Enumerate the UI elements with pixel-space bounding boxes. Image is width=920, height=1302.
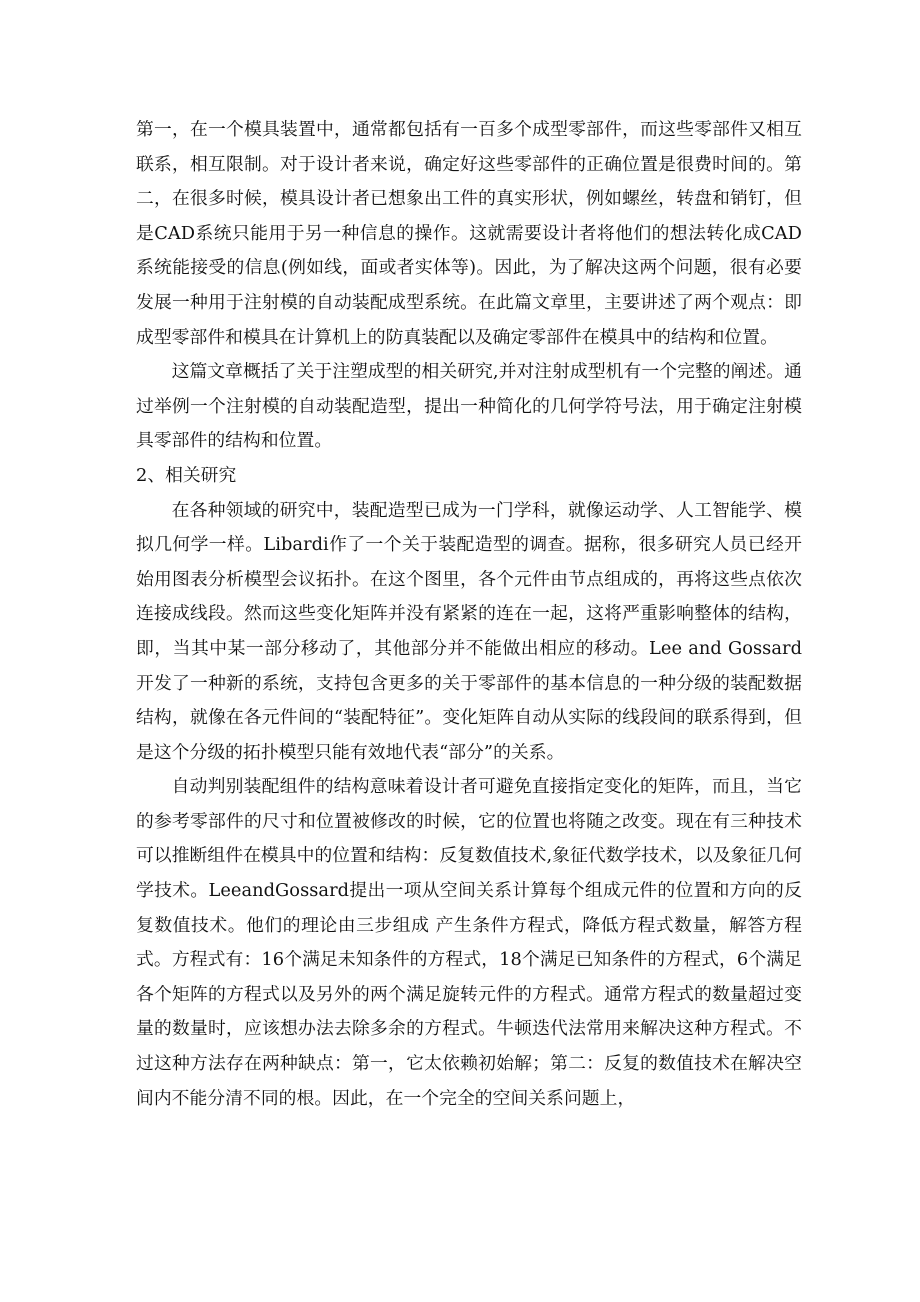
paragraph-2: 这篇文章概括了关于注塑成型的相关研究,并对注射成型机有一个完整的阐述。通过举例一个注射模的自动装配造型，提出一种简化的几何学符号法，用于确定注射模具零部件的结构和位置。 xyxy=(136,361,802,452)
paragraph-3: 在各种领域的研究中，装配造型已成为一门学科，就像运动学、人工智能学、模拟几何学一样。Libardi作了一个关于装配造型的调查。据称，很多研究人员已经开始用图表分析模型会议拓扑。在这个图里，各个元件由节点组成的，再将这些点依次连接成线段。然而这些变化矩阵并没有紧紧的连在一起，这将严重影响整体的结构，即，当其中某一部分移动了，其他部分并不能做出相应的移动。Lee and Gossard开发了一种新的系统，支持包含更多的关于零部件的基本信息的一种分级的装配数据结构，就像在各元件间的“装配特征”。变化矩阵自动从实际的线段间的联系得到，但是这个分级的拓扑模型只能有效地代表“部分”的关系。 xyxy=(136,499,802,763)
paragraph-1: 第一，在一个模具装置中，通常都包括有一百多个成型零部件，而这些零部件又相互联系，相互限制。对于设计者来说，确定好这些零部件的正确位置是很费时间的。第二，在很多时候，模具设计者已想象出工件的真实形状，例如螺丝，转盘和销钉，但是CAD系统只能用于另一种信息的操作。这就需要设计者将他们的想法转化成CAD系统能接受的信息(例如线，面或者实体等)。因此，为了解决这两个问题，很有必要发展一种用于注射模的自动装配成型系统。在此篇文章里，主要讲述了两个观点：即成型零部件和模具在计算机上的防真装配以及确定零部件在模具中的结构和位置。 xyxy=(136,119,802,348)
section-heading: 2、相关研究 xyxy=(136,464,237,486)
paragraph-4: 自动判别装配组件的结构意味着设计者可避免直接指定变化的矩阵，而且，当它的参考零部件的尺寸和位置被修改的时候，它的位置也将随之改变。现在有三种技术可以推断组件在模具中的位置和结构：反复数值技术,象征代数学技术，以及象征几何学技术。LeeandGossard提出一项从空间关系计算每个组成元件的位置和方向的反复数值技术。他们的理论由三步组成 产生条件方程式，降低方程式数量，解答方程式。方程式有：16个满足未知条件的方程式，18个满足已知条件的方程式，6个满足各个矩阵的方程式以及另外的两个满足旋转元件的方程式。通常方程式的数量超过变量的数量时，应该想办法去除多余的方程式。牛顿迭代法常用来解决这种方程式。不过这种方法存在两种缺点：第一，它太依赖初始解；第二：反复的数值技术在解决空间内不能分清不同的根。因此，在一个完全的空间关系问题上， xyxy=(136,776,802,1109)
document-page xyxy=(136,113,802,1116)
